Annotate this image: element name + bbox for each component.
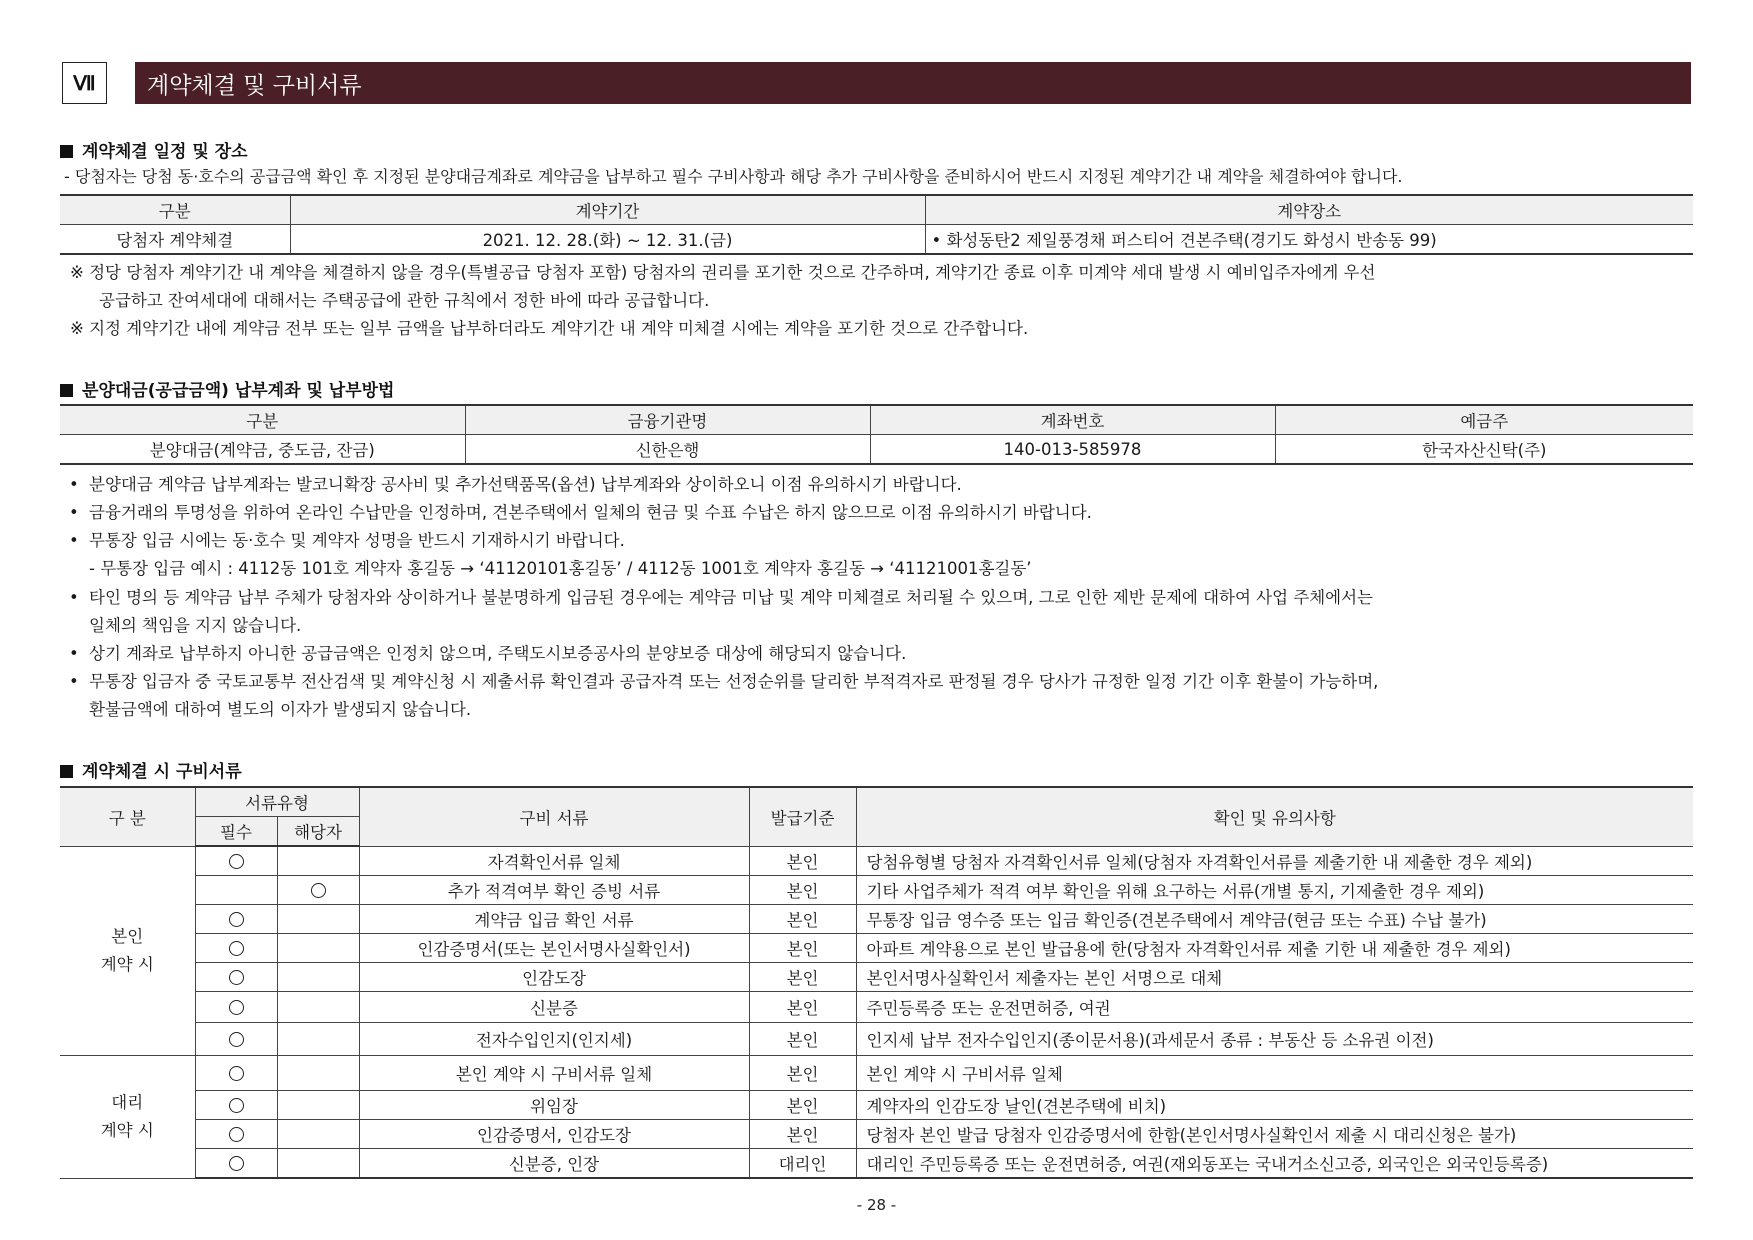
issuer: 본인: [749, 1023, 856, 1056]
payment-note: 일체의 책임을 지지 않습니다.: [89, 616, 302, 635]
circle-mark-icon: [311, 883, 326, 898]
document-note: 당첨유형별 당첨자 자격확인서류 일체(당첨자 자격확인서류를 제출기한 내 제출한 경우 제외): [856, 846, 1693, 876]
bank-name: 신한은행: [465, 435, 870, 465]
required-mark: [195, 876, 277, 905]
table-row: [60, 963, 1693, 992]
column-header: 필수: [195, 817, 277, 847]
issuer: 본인: [749, 1091, 856, 1120]
document-name: 전자수입인지(인지세): [359, 1023, 749, 1056]
column-header: 금융기관명: [465, 405, 870, 435]
section-title-contract-schedule: 계약체결 일정 및 장소: [60, 137, 248, 162]
required-mark: [195, 1056, 277, 1091]
payment-note: • 금융거래의 투명성을 위하여 온라인 수납만을 인정하며, 견본주택에서 일체의 현금 및 수표 수납은 하지 않으므로 이점 유의하시기 바랍니다.: [89, 502, 1092, 524]
chapter-number: Ⅶ: [62, 62, 107, 104]
applicable-mark: [277, 1056, 359, 1091]
issuer: 본인: [749, 1120, 856, 1149]
applicable-mark: [277, 905, 359, 934]
issuer: 본인: [749, 1056, 856, 1091]
contract-schedule-table: [60, 194, 1693, 255]
column-header: 확인 및 유의사항: [856, 787, 1693, 846]
issuer: 본인: [749, 992, 856, 1023]
circle-mark-icon: [229, 941, 244, 956]
circle-mark-icon: [229, 1156, 244, 1171]
document-note: 대리인 주민등록증 또는 운전면허증, 여권(재외동포는 국내거소신고증, 외국인은 외국인등록증): [856, 1149, 1693, 1179]
group-label: 본인 계약 시: [60, 846, 195, 1056]
square-bullet-icon: [60, 384, 73, 397]
document-name: 계약금 입금 확인 서류: [359, 905, 749, 934]
contract-description: - 당첨자는 당첨 동·호수의 공급금액 확인 후 지정된 분양대금계좌로 계약금을 납부하고 필수 구비사항과 해당 추가 구비사항을 준비하시어 반드시 지정된 계약기간 내 계약을 체결하여야 합니다.: [64, 167, 1403, 186]
table-row: [60, 1149, 1693, 1179]
payment-note: • 타인 명의 등 계약금 납부 주체가 당첨자와 상이하거나 불분명하게 입금된 경우에는 계약금 미납 및 계약 미체결로 처리될 수 있으며, 그로 인한 제반 문제에 대하여 사업 주체에서는: [89, 587, 1373, 609]
column-header: 구분: [60, 405, 465, 435]
applicable-mark: [277, 876, 359, 905]
applicable-mark: [277, 992, 359, 1023]
contract-note: ※ 지정 계약기간 내에 계약금 전부 또는 일부 금액을 납부하더라도 계약기간 내 계약 미체결 시에는 계약을 포기한 것으로 간주합니다.: [70, 319, 1029, 338]
page-number: - 28 -: [856, 1196, 897, 1214]
payment-note-example: - 무통장 입금 예시 : 4112동 101호 계약자 홍길동 → ‘41120101홍길동’ / 4112동 1001호 계약자 홍길동 → ‘41121001홍길동’: [89, 559, 1032, 578]
document-note: 당첨자 본인 발급 당첨자 인감증명서에 한함(본인서명사실확인서 제출 시 대리신청은 불가): [856, 1120, 1693, 1149]
issuer: 본인: [749, 905, 856, 934]
column-header: 구분: [60, 195, 290, 225]
circle-mark-icon: [229, 1066, 244, 1081]
contract-note: 공급하고 잔여세대에 대해서는 주택공급에 관한 규칙에서 정한 바에 따라 공급합니다.: [99, 291, 710, 310]
table-row: [60, 225, 1693, 255]
required-mark: [195, 846, 277, 876]
table-cell: 당첨자 계약체결: [60, 225, 290, 255]
document-note: 인지세 납부 전자수입인지(종이문서용)(과세문서 종류 : 부동산 등 소유권 이전): [856, 1023, 1693, 1056]
required-mark: [195, 1023, 277, 1056]
table-header-row: [60, 405, 1693, 435]
document-note: 기타 사업주체가 적격 여부 확인을 위해 요구하는 서류(개별 통지, 기제출한 경우 제외): [856, 876, 1693, 905]
issuer: 본인: [749, 846, 856, 876]
table-row: [60, 934, 1693, 963]
circle-mark-icon: [229, 854, 244, 869]
payment-account-table: [60, 404, 1693, 465]
table-row: [60, 876, 1693, 905]
section-title-required-documents: 계약체결 시 구비서류: [60, 757, 242, 782]
document-note: 본인서명사실확인서 제출자는 본인 서명으로 대체: [856, 963, 1693, 992]
applicable-mark: [277, 934, 359, 963]
column-header: 해당자: [277, 817, 359, 847]
required-mark: [195, 905, 277, 934]
applicable-mark: [277, 1091, 359, 1120]
circle-mark-icon: [229, 970, 244, 985]
document-note: 계약자의 인감도장 날인(견본주택에 비치): [856, 1091, 1693, 1120]
applicable-mark: [277, 1023, 359, 1056]
payment-note: • 무통장 입금자 중 국토교통부 전산검색 및 계약신청 시 제출서류 확인결과 공급자격 또는 선정순위를 달리한 부적격자로 판정될 경우 당사가 규정한 일정 기간 이후 환불이 가능하며,: [89, 671, 1378, 693]
payment-note: • 상기 계좌로 납부하지 아니한 공급금액은 인정치 않으며, 주택도시보증공사의 분양보증 대상에 해당되지 않습니다.: [89, 643, 906, 665]
payment-note: 환불금액에 대하여 별도의 이자가 발생되지 않습니다.: [89, 700, 472, 719]
applicable-mark: [277, 1149, 359, 1179]
circle-mark-icon: [229, 1127, 244, 1142]
document-name: 추가 적격여부 확인 증빙 서류: [359, 876, 749, 905]
issuer: 본인: [749, 963, 856, 992]
table-row: [60, 1023, 1693, 1056]
required-mark: [195, 992, 277, 1023]
document-name: 자격확인서류 일체: [359, 846, 749, 876]
group-label: 대리 계약 시: [60, 1056, 195, 1179]
document-name: 인감도장: [359, 963, 749, 992]
table-row: [60, 1120, 1693, 1149]
document-name: 인감증명서(또는 본인서명사실확인서): [359, 934, 749, 963]
issuer: 본인: [749, 934, 856, 963]
section-title-payment-account: 분양대금(공급금액) 납부계좌 및 납부방법: [60, 376, 394, 401]
document-name: 위임장: [359, 1091, 749, 1120]
contract-period: 2021. 12. 28.(화) ~ 12. 31.(금): [290, 225, 925, 255]
table-row: [60, 1056, 1693, 1091]
document-name: 신분증: [359, 992, 749, 1023]
account-number: 140-013-585978: [870, 435, 1275, 465]
column-header: 서류유형: [195, 787, 359, 817]
table-row: [60, 992, 1693, 1023]
account-holder: 한국자산신탁(주): [1275, 435, 1693, 465]
square-bullet-icon: [60, 145, 73, 158]
square-bullet-icon: [60, 765, 73, 778]
circle-mark-icon: [229, 1000, 244, 1015]
document-note: 주민등록증 또는 운전면허증, 여권: [856, 992, 1693, 1023]
column-header: 계약기간: [290, 195, 925, 225]
table-header-row: [60, 195, 1693, 225]
required-mark: [195, 1091, 277, 1120]
document-note: 본인 계약 시 구비서류 일체: [856, 1056, 1693, 1091]
applicable-mark: [277, 846, 359, 876]
table-row: [60, 846, 1693, 876]
chapter-title: 계약체결 및 구비서류: [147, 72, 362, 99]
table-cell: 분양대금(계약금, 중도금, 잔금): [60, 435, 465, 465]
circle-mark-icon: [229, 912, 244, 927]
chapter-title-bar: [135, 62, 1691, 104]
table-header-row: [60, 787, 1693, 817]
payment-note: • 무통장 입금 시에는 동·호수 및 계약자 성명을 반드시 기재하시기 바랍니다.: [89, 530, 625, 552]
column-header: 계좌번호: [870, 405, 1275, 435]
applicable-mark: [277, 963, 359, 992]
required-mark: [195, 934, 277, 963]
contract-location: • 화성동탄2 제일풍경채 퍼스티어 견본주택(경기도 화성시 반송동 99): [925, 225, 1693, 255]
issuer: 대리인: [749, 1149, 856, 1179]
required-mark: [195, 1120, 277, 1149]
column-header: 구비 서류: [359, 787, 749, 846]
document-name: 본인 계약 시 구비서류 일체: [359, 1056, 749, 1091]
required-mark: [195, 963, 277, 992]
table-row: [60, 905, 1693, 934]
document-name: 인감증명서, 인감도장: [359, 1120, 749, 1149]
column-header: 계약장소: [925, 195, 1693, 225]
applicable-mark: [277, 1120, 359, 1149]
column-header: 발급기준: [749, 787, 856, 846]
table-row: [60, 435, 1693, 465]
required-documents-table: [60, 786, 1693, 1179]
circle-mark-icon: [229, 1032, 244, 1047]
payment-note: • 분양대금 계약금 납부계좌는 발코니확장 공사비 및 추가선택품목(옵션) 납부계좌와 상이하오니 이점 유의하시기 바랍니다.: [89, 474, 962, 496]
issuer: 본인: [749, 876, 856, 905]
document-note: 무통장 입금 영수증 또는 입금 확인증(견본주택에서 계약금(현금 또는 수표) 수납 불가): [856, 905, 1693, 934]
table-row: [60, 1091, 1693, 1120]
document-name: 신분증, 인장: [359, 1149, 749, 1179]
circle-mark-icon: [229, 1098, 244, 1113]
column-header: 구 분: [60, 787, 195, 846]
contract-note: ※ 정당 당첨자 계약기간 내 계약을 체결하지 않을 경우(특별공급 당첨자 포함) 당첨자의 권리를 포기한 것으로 간주하며, 계약기간 종료 이후 미계약 세대 발생 시 예비입주자에게 우선: [70, 263, 1376, 282]
required-mark: [195, 1149, 277, 1179]
column-header: 예금주: [1275, 405, 1693, 435]
document-note: 아파트 계약용으로 본인 발급용에 한(당첨자 자격확인서류 제출 기한 내 제출한 경우 제외): [856, 934, 1693, 963]
